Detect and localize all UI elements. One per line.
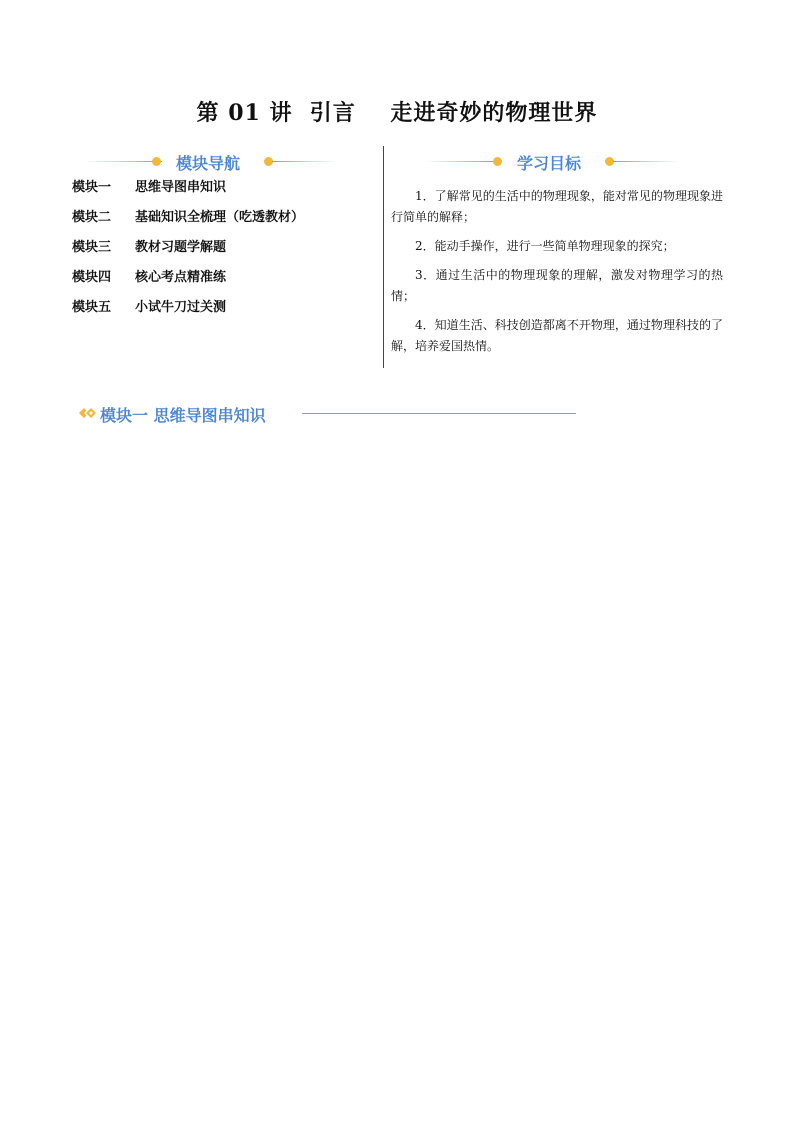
- column-divider: [383, 146, 384, 368]
- module-label: 基础知识全梳理（吃透教材）: [135, 210, 305, 225]
- learning-objectives-heading: 学习目标: [517, 154, 582, 173]
- module-navigation: [72, 150, 372, 330]
- module-number: 模块四: [72, 270, 112, 285]
- double-chevron-icon: [78, 405, 96, 421]
- module-one-header: [78, 402, 578, 426]
- module-number: 模块三: [72, 240, 112, 255]
- objective-list: [391, 186, 723, 357]
- module-number: 模块五: [72, 300, 112, 315]
- module-item[interactable]: [72, 270, 372, 300]
- module-item[interactable]: [72, 210, 372, 240]
- module-item[interactable]: [72, 300, 372, 330]
- header-line-left: [425, 161, 497, 162]
- module-one-title: 模块一 思维导图串知识: [100, 406, 266, 425]
- module-one-rule: [302, 413, 576, 414]
- module-label: 思维导图串知识: [135, 180, 227, 195]
- objective-item: 3．通过生活中的物理现象的理解，激发对物理学习的热情；: [391, 268, 723, 303]
- module-navigation-header: [72, 150, 372, 174]
- module-number: 模块二: [72, 210, 112, 225]
- header-line-right: [272, 161, 336, 162]
- module-navigation-heading: 模块导航: [176, 154, 241, 173]
- module-item[interactable]: [72, 240, 372, 270]
- learning-objectives: [391, 150, 723, 365]
- module-label: 教材习题学解题: [135, 240, 227, 255]
- module-list: [72, 180, 372, 330]
- objective-item: 2．能动手操作，进行一些简单物理现象的探究；: [415, 239, 675, 253]
- objective-item: 1．了解常见的生活中的物理现象，能对常见的物理现象进行简单的解释；: [391, 189, 723, 224]
- page-title: 第 01 讲 引言 走进奇妙的物理世界: [196, 100, 598, 126]
- module-label: 小试牛刀过关测: [135, 300, 227, 315]
- header-dot-left: [493, 157, 502, 166]
- objective-item: 4．知道生活、科技创造都离不开物理，通过物理科技的了解，培养爱国热情。: [391, 318, 723, 353]
- module-number: 模块一: [72, 180, 112, 195]
- module-label: 核心考点精准练: [135, 270, 227, 285]
- module-item[interactable]: [72, 180, 372, 210]
- header-line-left: [84, 161, 162, 162]
- learning-objectives-header: [391, 150, 723, 174]
- header-dot-left: [152, 157, 161, 166]
- header-line-right: [613, 161, 679, 162]
